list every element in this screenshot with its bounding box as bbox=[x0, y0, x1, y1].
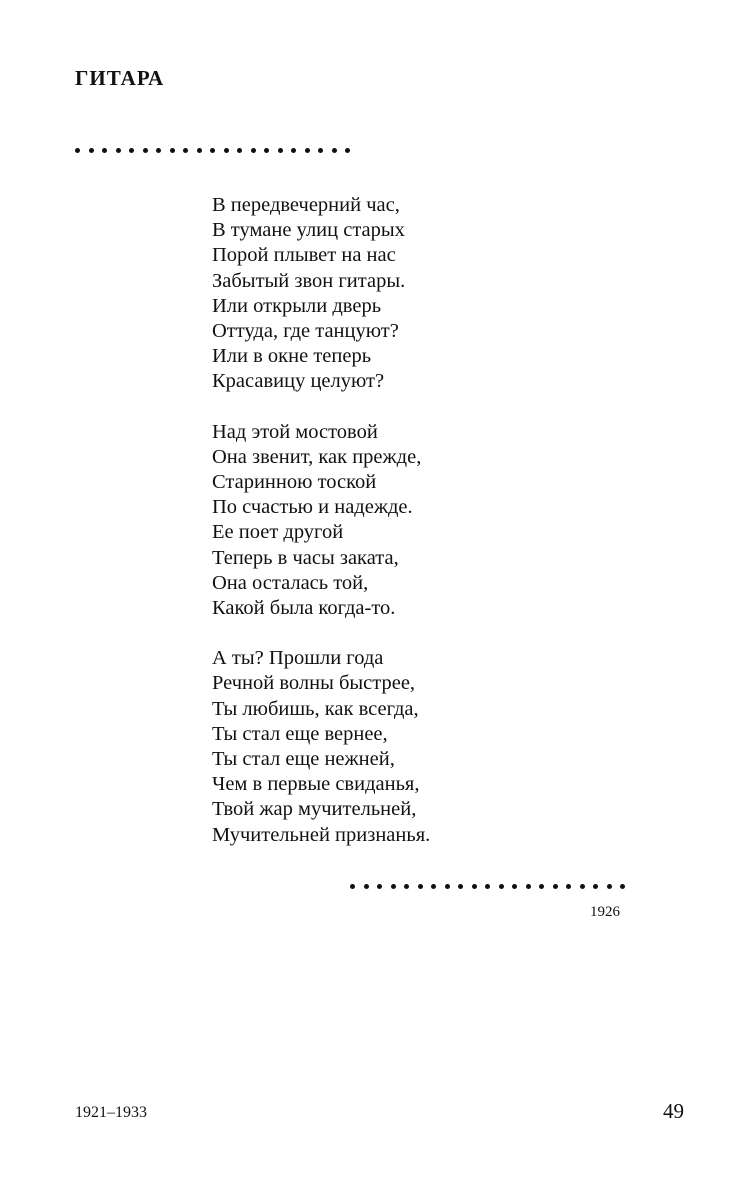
divider-dot bbox=[264, 148, 269, 153]
poem-line: Или в окне теперь bbox=[212, 345, 372, 368]
poem-line: Она звенит, как прежде, bbox=[212, 445, 422, 468]
divider-dot bbox=[291, 148, 296, 153]
divider-dot bbox=[526, 884, 531, 889]
poem-line: Речной волны быстрее, bbox=[212, 672, 416, 695]
stanza-3 bbox=[212, 646, 430, 848]
divider-dot bbox=[75, 148, 80, 153]
divider-dot bbox=[251, 148, 256, 153]
poem-line: Порой плывет на нас bbox=[212, 244, 396, 267]
divider-dot bbox=[593, 884, 598, 889]
divider-dot bbox=[332, 148, 337, 153]
divider-dot bbox=[485, 884, 490, 889]
stanza-1 bbox=[212, 193, 430, 395]
poem-line: Старинною тоской bbox=[212, 471, 377, 494]
divider-dot bbox=[458, 884, 463, 889]
divider-dot bbox=[539, 884, 544, 889]
divider-dot bbox=[512, 884, 517, 889]
divider-dot bbox=[350, 884, 355, 889]
divider-dot bbox=[580, 884, 585, 889]
divider-dot bbox=[89, 148, 94, 153]
divider-dot bbox=[431, 884, 436, 889]
divider-dot bbox=[156, 148, 161, 153]
divider-dot bbox=[391, 884, 396, 889]
running-footer-section: 1921–1933 bbox=[75, 1104, 147, 1121]
top-dotted-divider bbox=[75, 148, 359, 153]
poem-line: По счастью и надежде. bbox=[212, 496, 413, 519]
divider-dot bbox=[183, 148, 188, 153]
stanza-2 bbox=[212, 420, 430, 622]
poem-line: Ты стал еще вернее, bbox=[212, 722, 388, 745]
poem-line: Над этой мостовой bbox=[212, 420, 378, 443]
divider-dot bbox=[237, 148, 242, 153]
divider-dot bbox=[607, 884, 612, 889]
poem-line: Ты стал еще нежней, bbox=[212, 748, 395, 771]
divider-dot bbox=[129, 148, 134, 153]
poem-line: В тумане улиц старых bbox=[212, 219, 405, 242]
poem-line: Ты любишь, как всегда, bbox=[212, 697, 419, 720]
poem-line: А ты? Прошли года bbox=[212, 647, 384, 670]
divider-dot bbox=[224, 148, 229, 153]
divider-dot bbox=[197, 148, 202, 153]
divider-dot bbox=[102, 148, 107, 153]
divider-dot bbox=[345, 148, 350, 153]
poem-line: Какой была когда-то. bbox=[212, 597, 396, 620]
poem-date: 1926 bbox=[590, 904, 620, 920]
divider-dot bbox=[377, 884, 382, 889]
divider-dot bbox=[472, 884, 477, 889]
poem-line: Красавицу целуют? bbox=[212, 370, 385, 393]
divider-dot bbox=[278, 148, 283, 153]
divider-dot bbox=[404, 884, 409, 889]
poem-line: Она осталась той, bbox=[212, 571, 369, 594]
divider-dot bbox=[566, 884, 571, 889]
poem-line: Забытый звон гитары. bbox=[212, 269, 406, 292]
poem-line: Теперь в часы заката, bbox=[212, 546, 399, 569]
divider-dot bbox=[170, 148, 175, 153]
divider-dot bbox=[143, 148, 148, 153]
divider-dot bbox=[418, 884, 423, 889]
poem-line: Или открыли дверь bbox=[212, 294, 382, 317]
poem-title: ГИТАРА bbox=[75, 66, 165, 90]
poem-body bbox=[212, 193, 430, 848]
poem-line: Твой жар мучительней, bbox=[212, 798, 417, 821]
poem-line: Чем в первые свиданья, bbox=[212, 773, 420, 796]
page-number: 49 bbox=[663, 1099, 684, 1123]
poem-line: Ее поет другой bbox=[212, 521, 344, 544]
divider-dot bbox=[364, 884, 369, 889]
divider-dot bbox=[210, 148, 215, 153]
bottom-dotted-divider bbox=[350, 884, 634, 889]
divider-dot bbox=[499, 884, 504, 889]
poem-line: Оттуда, где танцуют? bbox=[212, 320, 399, 343]
divider-dot bbox=[318, 148, 323, 153]
divider-dot bbox=[116, 148, 121, 153]
poem-line: В передвечерний час, bbox=[212, 194, 400, 216]
poem-line: Мучительней признанья. bbox=[212, 823, 431, 846]
divider-dot bbox=[553, 884, 558, 889]
divider-dot bbox=[620, 884, 625, 889]
divider-dot bbox=[305, 148, 310, 153]
divider-dot bbox=[445, 884, 450, 889]
